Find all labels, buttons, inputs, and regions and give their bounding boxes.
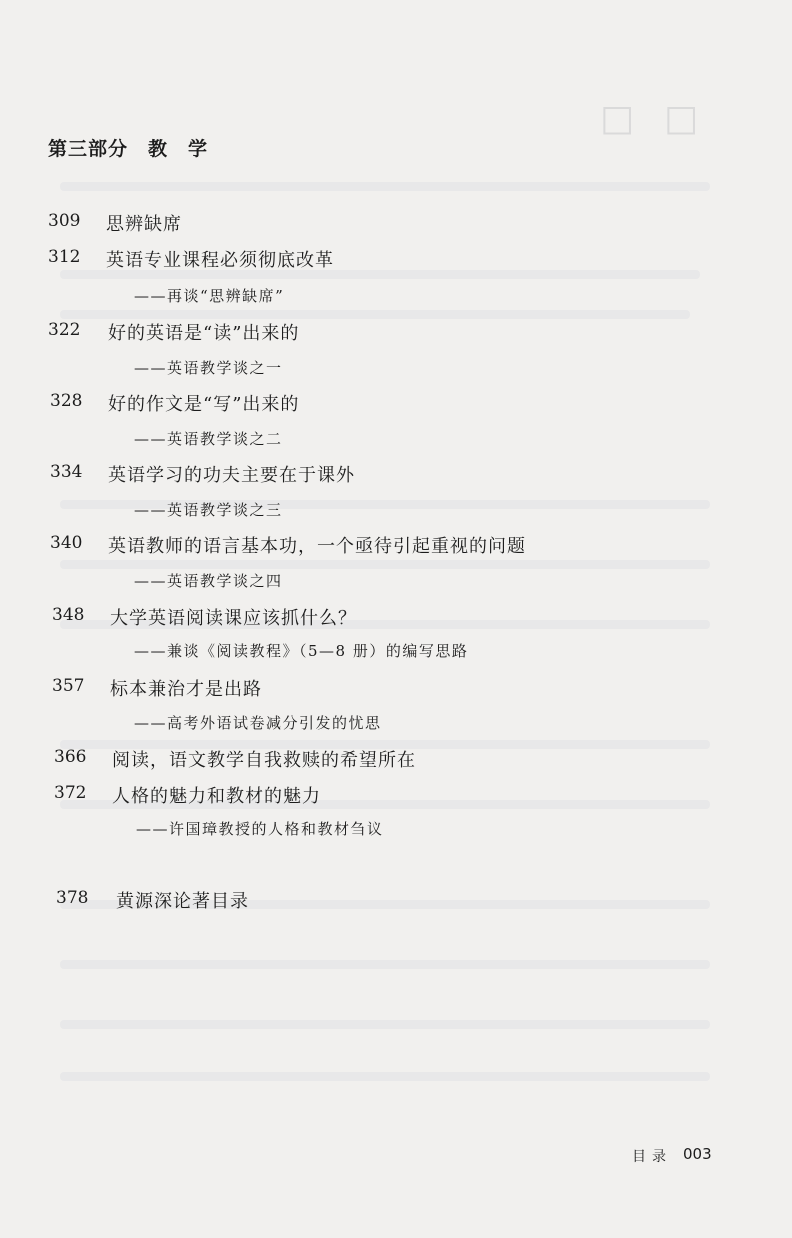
entry-page-number: 334	[50, 462, 83, 482]
entry-title: 英语专业课程必须彻底改革	[106, 250, 334, 271]
entry-page-number: 312	[48, 247, 81, 267]
bleed-through-line	[60, 1072, 710, 1081]
section-title: 第三部分 教 学	[48, 138, 209, 160]
entry-title: 大学英语阅读课应该抓什么？	[110, 608, 357, 629]
bleed-through-text: □□	[600, 98, 729, 139]
entry-page-number: 348	[52, 605, 85, 625]
entry-title: 标本兼治才是出路	[110, 679, 262, 700]
entry-page-number: 357	[52, 676, 85, 696]
entry-page-number: 340	[50, 533, 83, 553]
bleed-through-line	[60, 560, 710, 569]
entry-subtitle: ——许国璋教授的人格和教材刍议	[136, 820, 384, 838]
entry-page-number: 378	[56, 888, 89, 908]
bleed-through-line	[60, 310, 690, 319]
entry-title: 英语学习的功夫主要在于课外	[108, 465, 355, 486]
entry-page-number: 372	[54, 783, 87, 803]
entry-subtitle: ——高考外语试卷减分引发的忧思	[134, 714, 382, 732]
footer-page-number: 003	[683, 1145, 712, 1163]
entry-subtitle: ——英语教学谈之四	[134, 572, 283, 590]
entry-title: 思辨缺席	[106, 214, 182, 235]
bleed-through-line	[60, 1020, 710, 1029]
entry-subtitle: ——再谈“思辨缺席”	[134, 287, 285, 305]
entry-title: 好的作文是“写”出来的	[108, 394, 300, 415]
entry-title: 好的英语是“读”出来的	[108, 323, 300, 344]
entry-subtitle: ——兼谈《阅读教程》（5—8 册）的编写思路	[134, 642, 469, 660]
entry-title: 阅读，语文教学自我救赎的希望所在	[112, 750, 416, 771]
bleed-through-line	[60, 182, 710, 191]
entry-page-number: 322	[48, 320, 81, 340]
entry-page-number: 366	[54, 747, 87, 767]
entry-subtitle: ——英语教学谈之三	[134, 501, 283, 519]
footer-label: 目录	[632, 1149, 672, 1165]
entry-page-number: 309	[48, 211, 81, 231]
entry-subtitle: ——英语教学谈之二	[134, 430, 283, 448]
bleed-through-line	[60, 960, 710, 969]
entry-title: 黄源深论著目录	[116, 891, 249, 912]
entry-subtitle: ——英语教学谈之一	[134, 359, 283, 377]
entry-title: 人格的魅力和教材的魅力	[112, 786, 321, 807]
entry-page-number: 328	[50, 391, 83, 411]
entry-title: 英语教师的语言基本功，一个亟待引起重视的问题	[108, 536, 526, 557]
